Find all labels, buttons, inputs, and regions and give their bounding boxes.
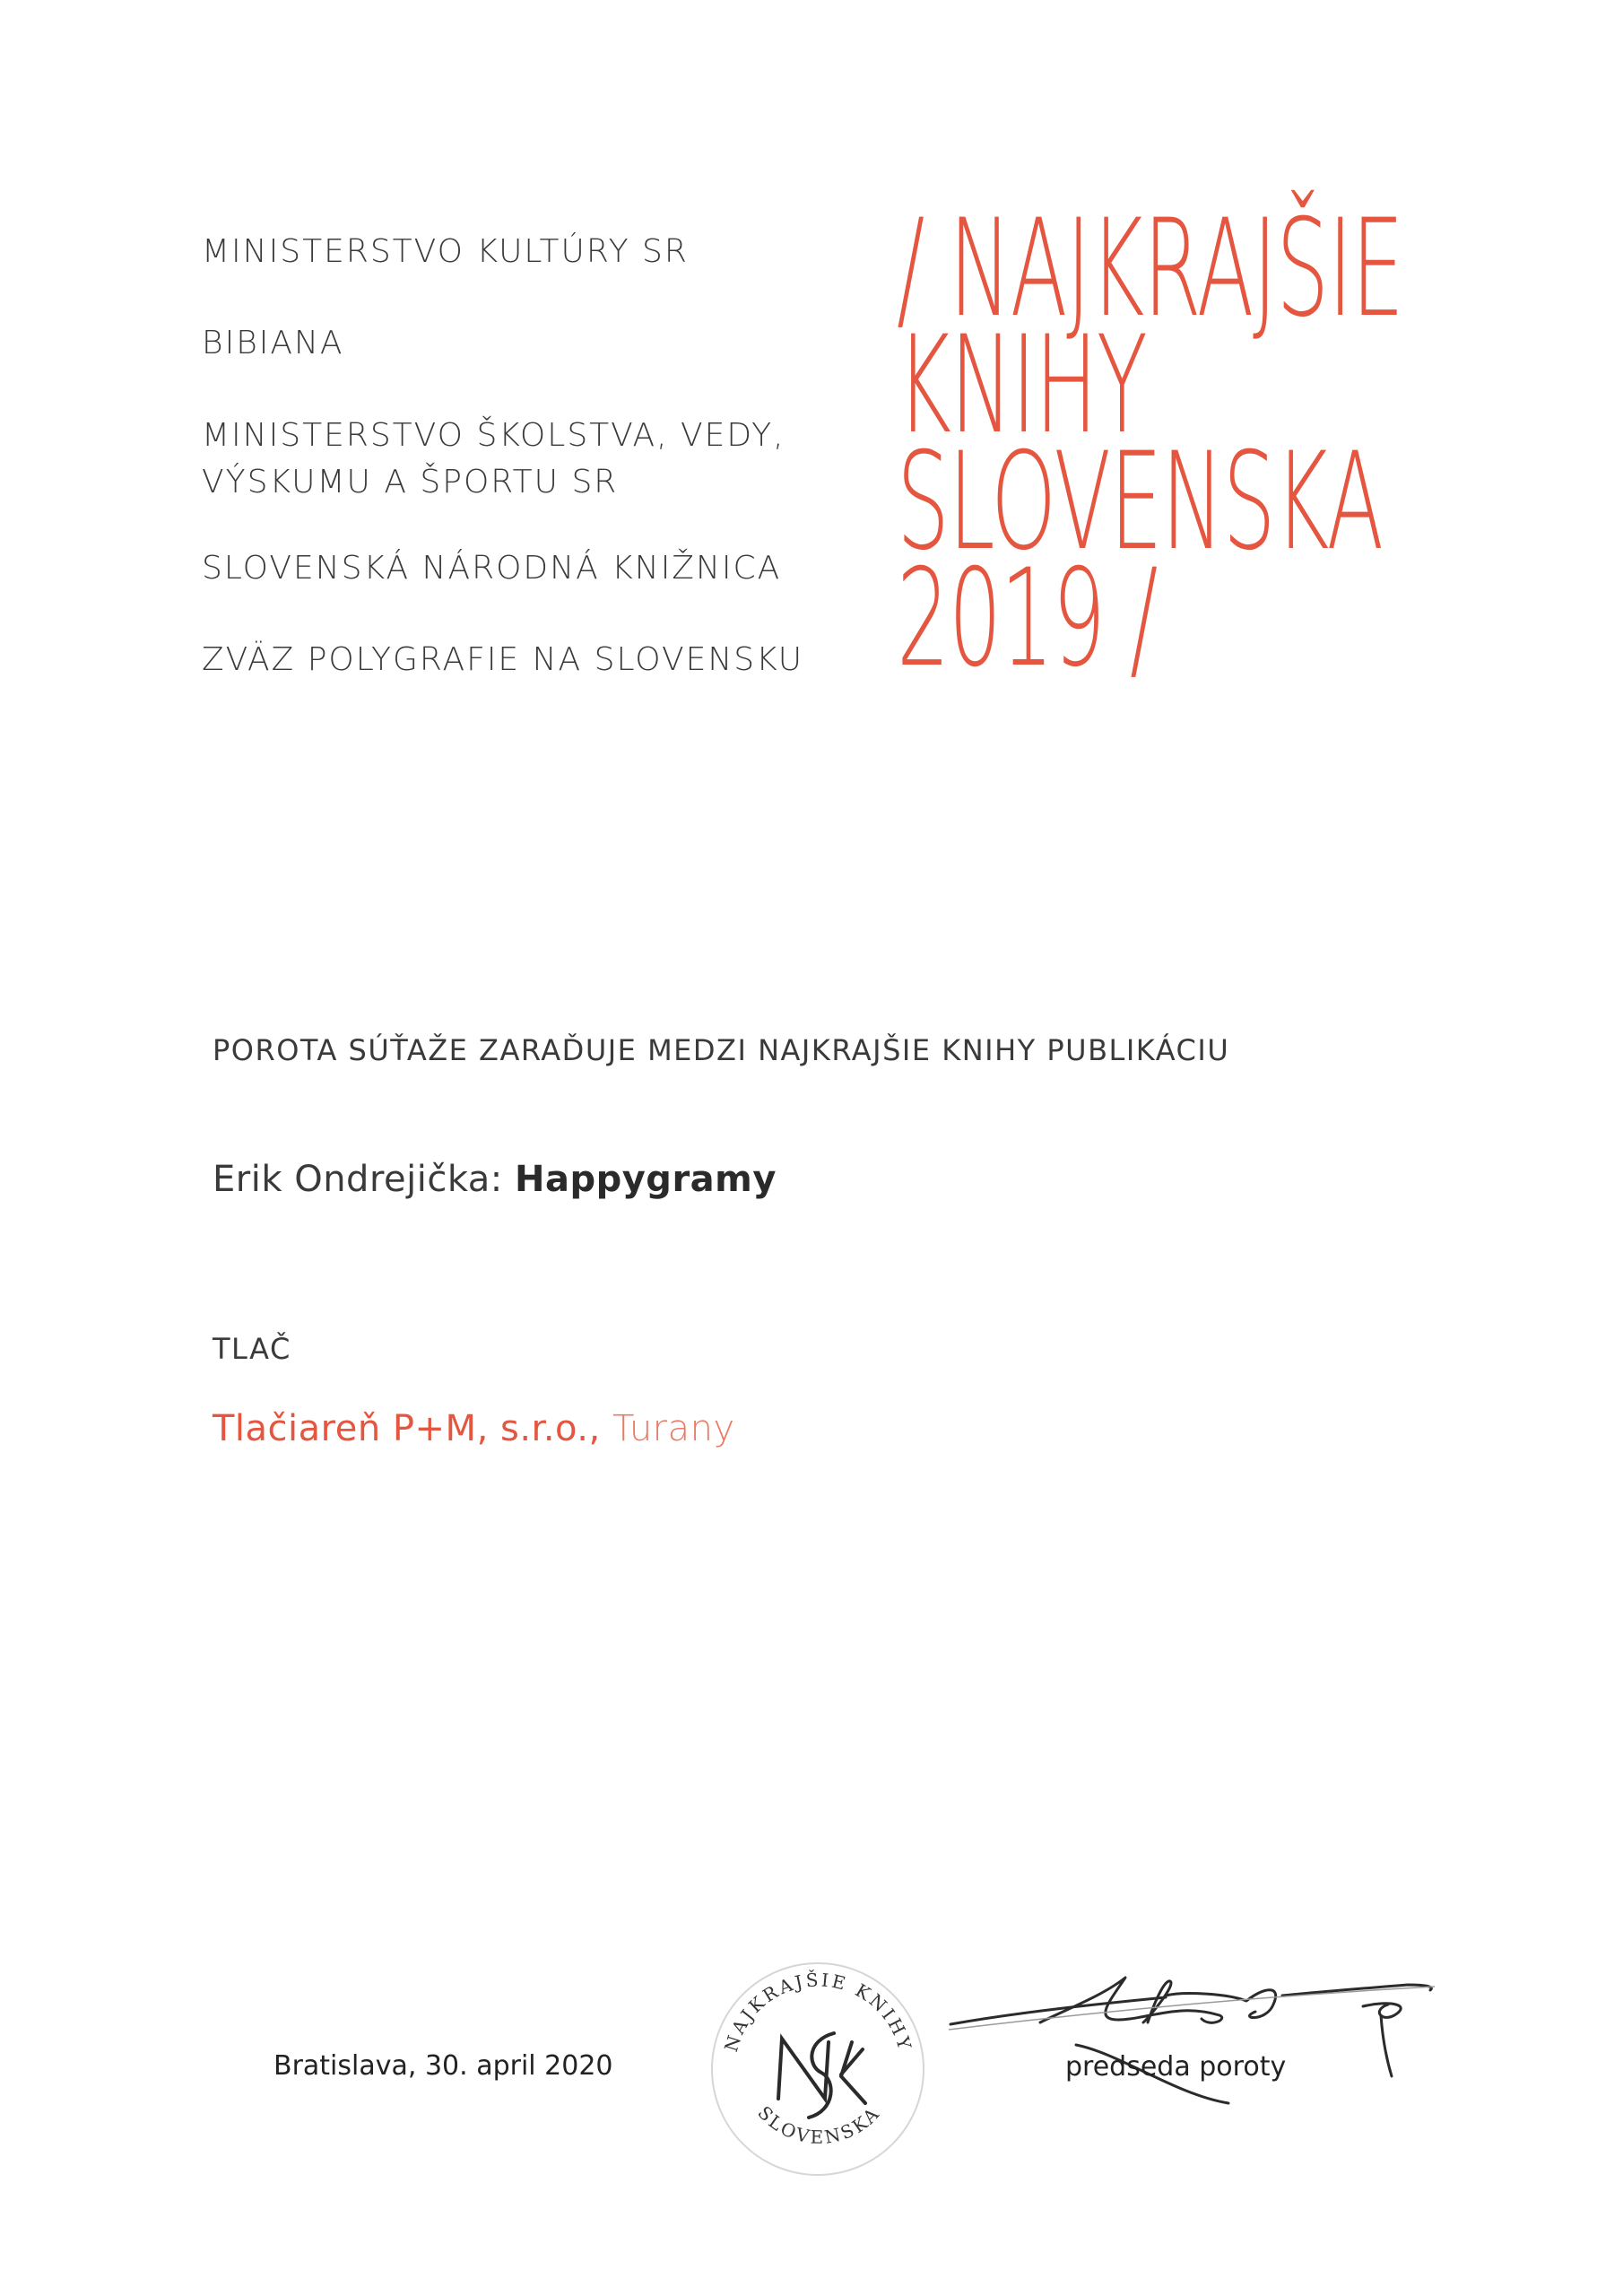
title-line-2: KNIHY — [897, 308, 1147, 464]
printer-name: Tlačiareň P+M, s.r.o., — [213, 1408, 601, 1449]
chair-label: predseda poroty — [1065, 2051, 1287, 2083]
chair-signature — [942, 1960, 1444, 2139]
organizer-polygraphy-union: ZVÄZ POLYGRAFIE NA SLOVENSKU — [202, 641, 804, 678]
seal-bottom-text: SLOVENSKA — [753, 2101, 885, 2148]
book-author: Erik Ondrejička: — [213, 1159, 503, 1200]
award-seal — [708, 1960, 928, 2179]
organizer-bibiana: BIBIANA — [202, 325, 344, 361]
seal-top-text: NAJKRAJŠIE KNIHY — [720, 1969, 916, 2055]
book-title: Happygramy — [515, 1159, 777, 1200]
title-line-3: SLOVENSKA — [897, 424, 1383, 580]
printer-location: Turany — [612, 1408, 735, 1449]
print-label: TLAČ — [213, 1332, 291, 1366]
organizer-ministry-culture: MINISTERSTVO KULTÚRY SR — [202, 233, 689, 270]
organizer-ministry-education: MINISTERSTVO ŠKOLSTVA, VEDY, VÝSKUMU A ŠPORTU SR — [202, 417, 785, 500]
book-credit — [213, 1159, 777, 1200]
organizer-national-library: SLOVENSKÁ NÁRODNÁ KNIŽNICA — [202, 550, 782, 587]
title-line-4: 2019 / — [897, 541, 1158, 697]
title-line-1: / NAJKRAJŠIE — [897, 191, 1403, 347]
jury-statement: POROTA SÚŤAŽE ZARAĎUJE MEDZI NAJKRAJŠIE KNIHY PUBLIKÁCIU — [213, 1033, 1230, 1067]
place-and-date: Bratislava, 30. april 2020 — [273, 2050, 613, 2082]
printer-credit — [213, 1408, 735, 1449]
